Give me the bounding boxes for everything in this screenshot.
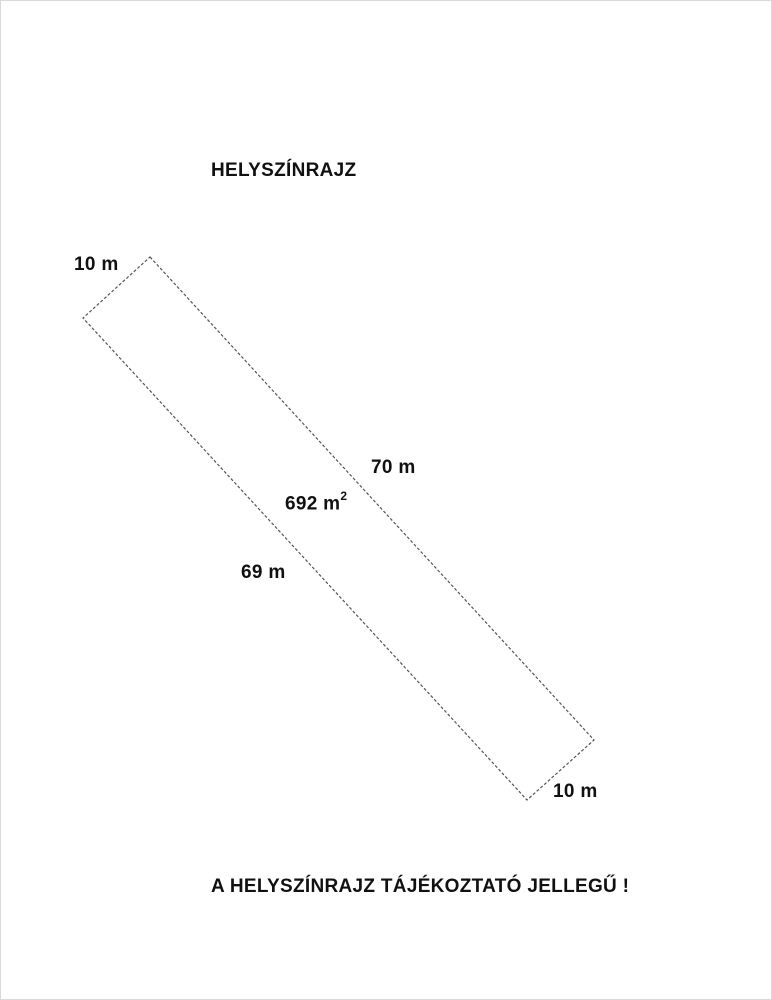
area-unit-exponent: 2 <box>340 489 348 503</box>
page-title: HELYSZÍNRAJZ <box>211 160 357 181</box>
dimension-label-long-right: 70 m <box>371 457 416 478</box>
dimension-label-top-left: 10 m <box>74 254 119 275</box>
disclaimer-note: A HELYSZÍNRAJZ TÁJÉKOZTATÓ JELLEGŰ ! <box>211 876 630 897</box>
parcel-outline <box>83 257 594 800</box>
area-value: 692 m <box>285 493 341 515</box>
dimension-label-bottom-right: 10 m <box>553 781 598 802</box>
dimension-label-long-left: 69 m <box>241 562 286 583</box>
area-label <box>285 489 348 515</box>
